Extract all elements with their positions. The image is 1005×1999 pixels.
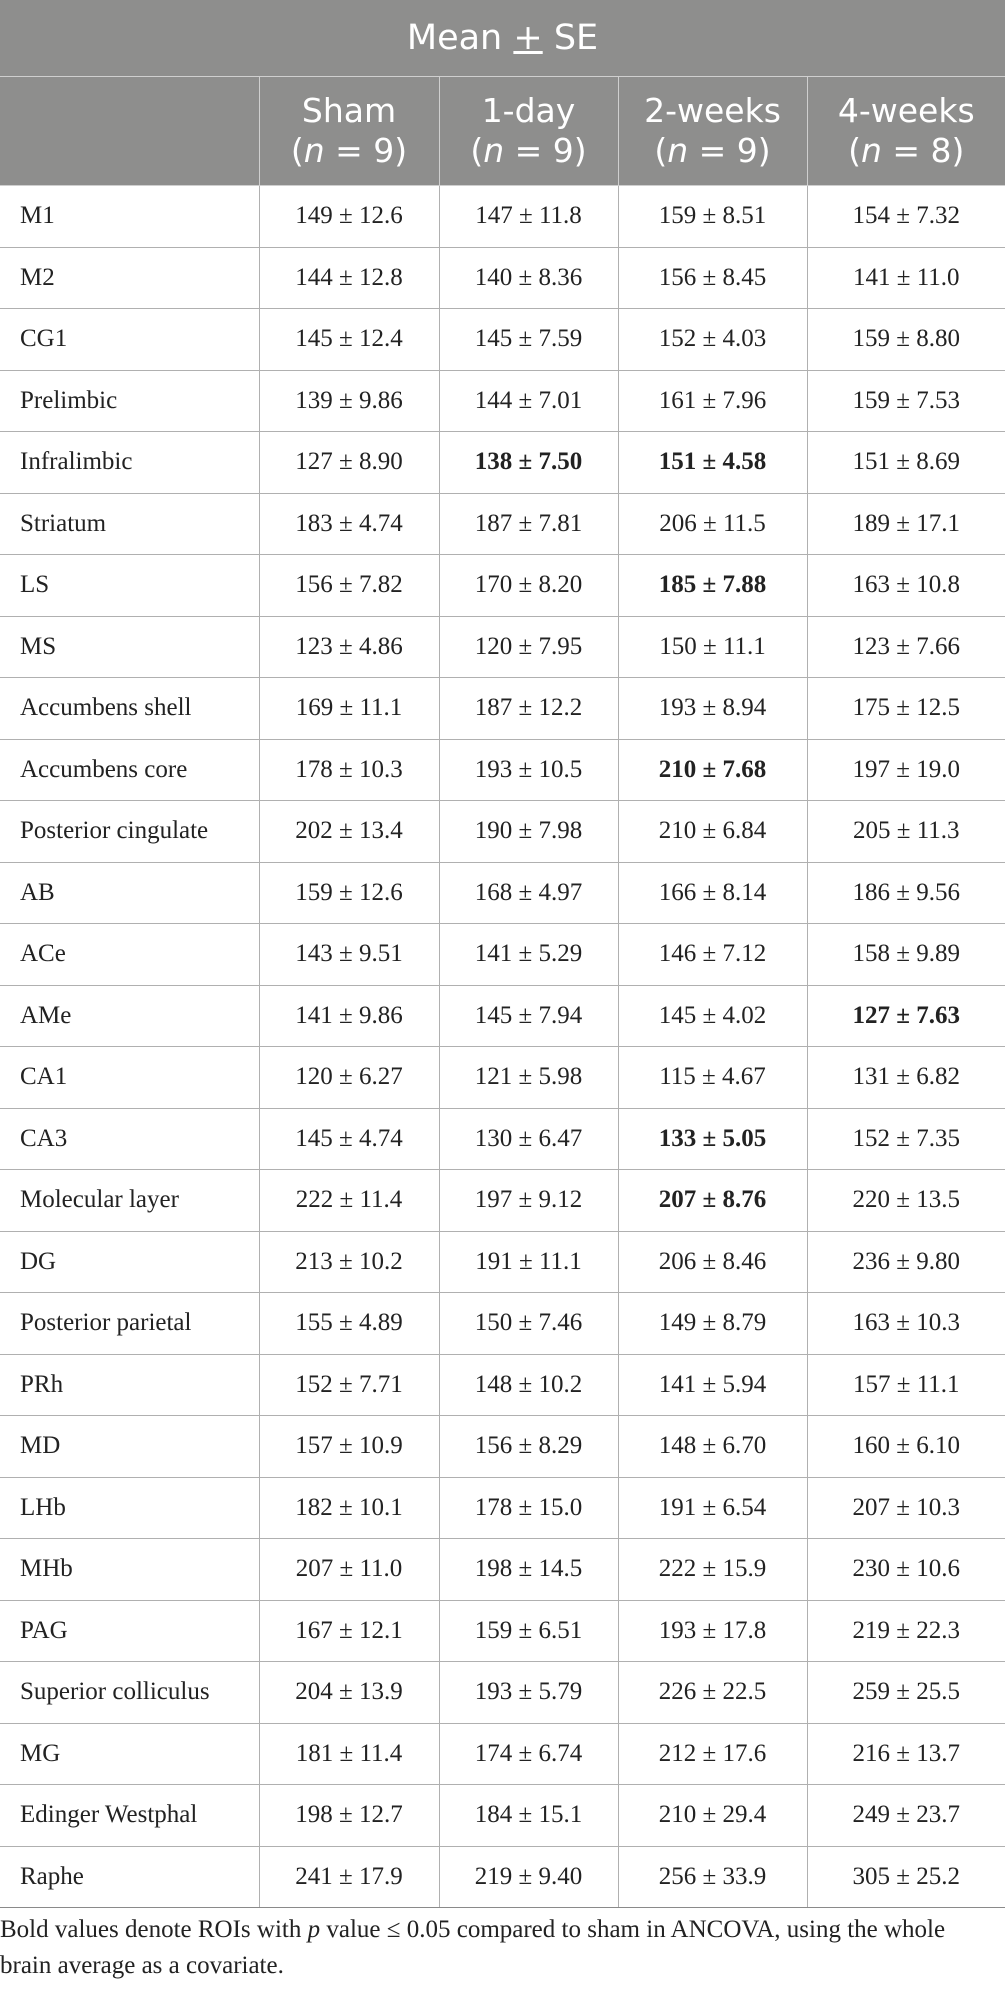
row-label: LHb	[0, 1477, 259, 1539]
value-cell: 213 ± 10.2	[259, 1231, 439, 1293]
table-row	[0, 247, 1005, 309]
value-cell: 145 ± 12.4	[259, 309, 439, 371]
value-cell: 120 ± 6.27	[259, 1047, 439, 1109]
value-cell: 187 ± 7.81	[439, 493, 618, 555]
value-cell: 156 ± 8.45	[618, 247, 807, 309]
header-group-4-weeks: 4-weeks (n = 8)	[807, 77, 1005, 186]
row-label: M1	[0, 186, 259, 248]
row-label: PRh	[0, 1354, 259, 1416]
value-cell: 115 ± 4.67	[618, 1047, 807, 1109]
row-label: LS	[0, 555, 259, 617]
value-cell: 170 ± 8.20	[439, 555, 618, 617]
value-cell: 159 ± 8.51	[618, 186, 807, 248]
value-cell: 145 ± 7.94	[439, 985, 618, 1047]
row-label: MG	[0, 1723, 259, 1785]
value-cell: 150 ± 11.1	[618, 616, 807, 678]
value-cell: 146 ± 7.12	[618, 924, 807, 986]
table-row	[0, 186, 1005, 248]
value-cell: 159 ± 6.51	[439, 1600, 618, 1662]
value-cell: 123 ± 4.86	[259, 616, 439, 678]
table-row	[0, 1170, 1005, 1232]
table-row	[0, 1785, 1005, 1847]
table-footnote: Bold values denote ROIs with p value ≤ 0.05 compared to sham in ANCOVA, using the whole brain average as a covariate.	[0, 1916, 946, 1979]
table-row	[0, 1539, 1005, 1601]
row-label: MD	[0, 1416, 259, 1478]
value-cell: 174 ± 6.74	[439, 1723, 618, 1785]
value-cell: 191 ± 6.54	[618, 1477, 807, 1539]
table-row	[0, 1477, 1005, 1539]
value-cell: 178 ± 15.0	[439, 1477, 618, 1539]
table-row	[0, 1723, 1005, 1785]
row-label: Raphe	[0, 1846, 259, 1908]
value-cell: 220 ± 13.5	[807, 1170, 1005, 1232]
value-cell: 159 ± 12.6	[259, 862, 439, 924]
value-cell: 202 ± 13.4	[259, 801, 439, 863]
table-row	[0, 739, 1005, 801]
value-cell: 156 ± 7.82	[259, 555, 439, 617]
value-cell: 154 ± 7.32	[807, 186, 1005, 248]
value-cell: 185 ± 7.88	[618, 555, 807, 617]
row-label: M2	[0, 247, 259, 309]
value-cell: 144 ± 7.01	[439, 370, 618, 432]
header-group-sham: Sham (n = 9)	[259, 77, 439, 186]
header-group-2-weeks: 2-weeks (n = 9)	[618, 77, 807, 186]
table-row	[0, 370, 1005, 432]
value-cell: 197 ± 9.12	[439, 1170, 618, 1232]
value-cell: 207 ± 10.3	[807, 1477, 1005, 1539]
row-label: Superior colliculus	[0, 1662, 259, 1724]
row-label: AMe	[0, 985, 259, 1047]
row-label: DG	[0, 1231, 259, 1293]
value-cell: 143 ± 9.51	[259, 924, 439, 986]
row-label: Accumbens core	[0, 739, 259, 801]
table-row	[0, 1293, 1005, 1355]
value-cell: 204 ± 13.9	[259, 1662, 439, 1724]
value-cell: 210 ± 29.4	[618, 1785, 807, 1847]
value-cell: 175 ± 12.5	[807, 678, 1005, 740]
value-cell: 160 ± 6.10	[807, 1416, 1005, 1478]
value-cell: 193 ± 5.79	[439, 1662, 618, 1724]
value-cell: 131 ± 6.82	[807, 1047, 1005, 1109]
row-label: PAG	[0, 1600, 259, 1662]
value-cell: 219 ± 9.40	[439, 1846, 618, 1908]
row-label: Posterior parietal	[0, 1293, 259, 1355]
row-label: MHb	[0, 1539, 259, 1601]
value-cell: 149 ± 12.6	[259, 186, 439, 248]
value-cell: 167 ± 12.1	[259, 1600, 439, 1662]
row-label: Accumbens shell	[0, 678, 259, 740]
header-mean-se: Mean + SE	[0, 0, 1005, 77]
value-cell: 127 ± 8.90	[259, 432, 439, 494]
row-label: CA1	[0, 1047, 259, 1109]
row-label: Edinger Westphal	[0, 1785, 259, 1847]
value-cell: 178 ± 10.3	[259, 739, 439, 801]
value-cell: 145 ± 4.02	[618, 985, 807, 1047]
value-cell: 157 ± 11.1	[807, 1354, 1005, 1416]
row-label: MS	[0, 616, 259, 678]
value-cell: 230 ± 10.6	[807, 1539, 1005, 1601]
table-row	[0, 678, 1005, 740]
value-cell: 141 ± 11.0	[807, 247, 1005, 309]
table-row	[0, 1416, 1005, 1478]
value-cell: 120 ± 7.95	[439, 616, 618, 678]
value-cell: 216 ± 13.7	[807, 1723, 1005, 1785]
value-cell: 155 ± 4.89	[259, 1293, 439, 1355]
value-cell: 163 ± 10.3	[807, 1293, 1005, 1355]
value-cell: 305 ± 25.2	[807, 1846, 1005, 1908]
value-cell: 148 ± 6.70	[618, 1416, 807, 1478]
value-cell: 197 ± 19.0	[807, 739, 1005, 801]
value-cell: 141 ± 9.86	[259, 985, 439, 1047]
value-cell: 138 ± 7.50	[439, 432, 618, 494]
value-cell: 205 ± 11.3	[807, 801, 1005, 863]
table-row	[0, 801, 1005, 863]
value-cell: 169 ± 11.1	[259, 678, 439, 740]
value-cell: 151 ± 4.58	[618, 432, 807, 494]
value-cell: 144 ± 12.8	[259, 247, 439, 309]
table-row	[0, 309, 1005, 371]
value-cell: 207 ± 11.0	[259, 1539, 439, 1601]
value-cell: 147 ± 11.8	[439, 186, 618, 248]
value-cell: 191 ± 11.1	[439, 1231, 618, 1293]
value-cell: 193 ± 10.5	[439, 739, 618, 801]
value-cell: 151 ± 8.69	[807, 432, 1005, 494]
value-cell: 241 ± 17.9	[259, 1846, 439, 1908]
row-label: Striatum	[0, 493, 259, 555]
value-cell: 159 ± 8.80	[807, 309, 1005, 371]
value-cell: 219 ± 22.3	[807, 1600, 1005, 1662]
value-cell: 157 ± 10.9	[259, 1416, 439, 1478]
plus-minus-symbol: +	[513, 18, 543, 58]
value-cell: 139 ± 9.86	[259, 370, 439, 432]
value-cell: 206 ± 8.46	[618, 1231, 807, 1293]
value-cell: 184 ± 15.1	[439, 1785, 618, 1847]
table-row	[0, 1600, 1005, 1662]
value-cell: 198 ± 12.7	[259, 1785, 439, 1847]
value-cell: 130 ± 6.47	[439, 1108, 618, 1170]
value-cell: 187 ± 12.2	[439, 678, 618, 740]
value-cell: 145 ± 7.59	[439, 309, 618, 371]
table-row	[0, 1231, 1005, 1293]
value-cell: 163 ± 10.8	[807, 555, 1005, 617]
value-cell: 156 ± 8.29	[439, 1416, 618, 1478]
table-header	[0, 0, 1005, 186]
value-cell: 123 ± 7.66	[807, 616, 1005, 678]
row-label: Molecular layer	[0, 1170, 259, 1232]
table-body	[0, 186, 1005, 1908]
value-cell: 166 ± 8.14	[618, 862, 807, 924]
table-row	[0, 862, 1005, 924]
table-row	[0, 924, 1005, 986]
table-row	[0, 985, 1005, 1047]
value-cell: 186 ± 9.56	[807, 862, 1005, 924]
value-cell: 158 ± 9.89	[807, 924, 1005, 986]
header-group-1-day: 1-day (n = 9)	[439, 77, 618, 186]
value-cell: 168 ± 4.97	[439, 862, 618, 924]
value-cell: 222 ± 15.9	[618, 1539, 807, 1601]
row-label: ACe	[0, 924, 259, 986]
row-label: Prelimbic	[0, 370, 259, 432]
table-row	[0, 555, 1005, 617]
value-cell: 127 ± 7.63	[807, 985, 1005, 1047]
table-row	[0, 1354, 1005, 1416]
table-row	[0, 493, 1005, 555]
value-cell: 212 ± 17.6	[618, 1723, 807, 1785]
value-cell: 256 ± 33.9	[618, 1846, 807, 1908]
value-cell: 222 ± 11.4	[259, 1170, 439, 1232]
header-group-row	[0, 77, 1005, 186]
table-row	[0, 1108, 1005, 1170]
value-cell: 182 ± 10.1	[259, 1477, 439, 1539]
value-cell: 148 ± 10.2	[439, 1354, 618, 1416]
value-cell: 149 ± 8.79	[618, 1293, 807, 1355]
value-cell: 193 ± 8.94	[618, 678, 807, 740]
header-super-row	[0, 0, 1005, 77]
value-cell: 249 ± 23.7	[807, 1785, 1005, 1847]
table-row	[0, 1846, 1005, 1908]
table-row	[0, 1047, 1005, 1109]
row-label: AB	[0, 862, 259, 924]
table-row	[0, 1662, 1005, 1724]
table-row	[0, 616, 1005, 678]
row-label: CA3	[0, 1108, 259, 1170]
value-cell: 152 ± 4.03	[618, 309, 807, 371]
value-cell: 161 ± 7.96	[618, 370, 807, 432]
value-cell: 210 ± 7.68	[618, 739, 807, 801]
value-cell: 140 ± 8.36	[439, 247, 618, 309]
value-cell: 152 ± 7.35	[807, 1108, 1005, 1170]
value-cell: 207 ± 8.76	[618, 1170, 807, 1232]
value-cell: 133 ± 5.05	[618, 1108, 807, 1170]
value-cell: 150 ± 7.46	[439, 1293, 618, 1355]
value-cell: 181 ± 11.4	[259, 1723, 439, 1785]
value-cell: 183 ± 4.74	[259, 493, 439, 555]
value-cell: 121 ± 5.98	[439, 1047, 618, 1109]
value-cell: 259 ± 25.5	[807, 1662, 1005, 1724]
value-cell: 206 ± 11.5	[618, 493, 807, 555]
value-cell: 141 ± 5.29	[439, 924, 618, 986]
value-cell: 198 ± 14.5	[439, 1539, 618, 1601]
row-label: Posterior cingulate	[0, 801, 259, 863]
value-cell: 226 ± 22.5	[618, 1662, 807, 1724]
table-row	[0, 432, 1005, 494]
value-cell: 141 ± 5.94	[618, 1354, 807, 1416]
value-cell: 145 ± 4.74	[259, 1108, 439, 1170]
value-cell: 193 ± 17.8	[618, 1600, 807, 1662]
value-cell: 159 ± 7.53	[807, 370, 1005, 432]
value-cell: 189 ± 17.1	[807, 493, 1005, 555]
row-label: CG1	[0, 309, 259, 371]
header-corner-cell	[0, 77, 259, 186]
value-cell: 190 ± 7.98	[439, 801, 618, 863]
value-cell: 210 ± 6.84	[618, 801, 807, 863]
row-label: Infralimbic	[0, 432, 259, 494]
value-cell: 152 ± 7.71	[259, 1354, 439, 1416]
value-cell: 236 ± 9.80	[807, 1231, 1005, 1293]
